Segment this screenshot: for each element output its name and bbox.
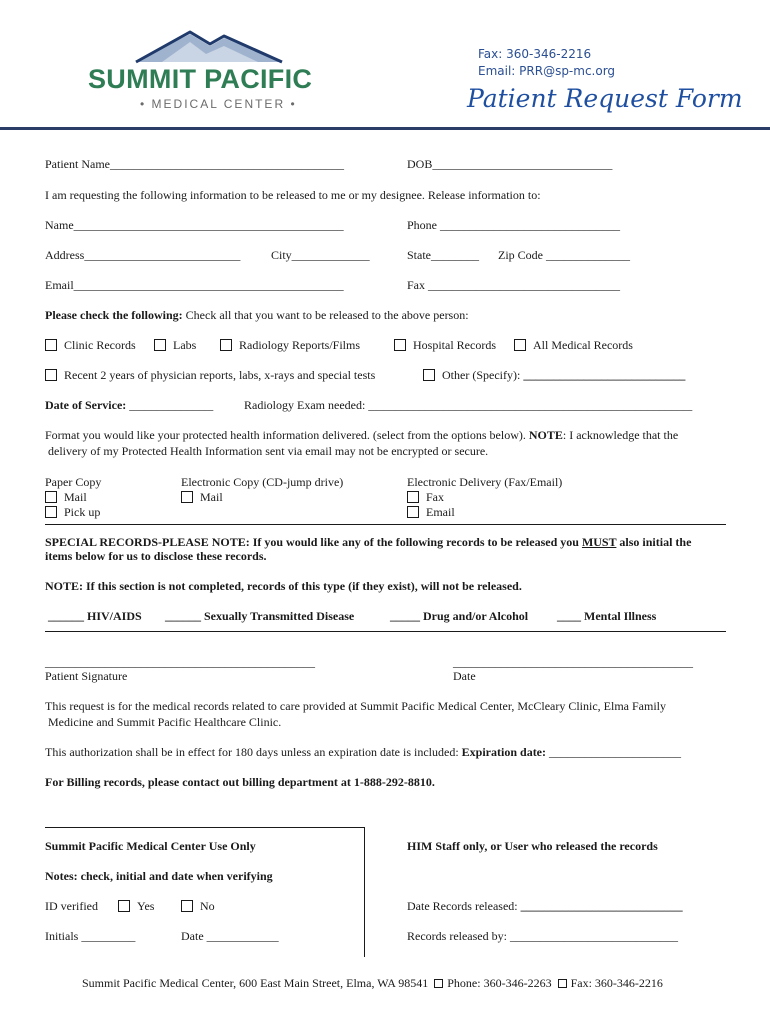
check-instructions-rest: Check all that you want to be released to the above person:: [182, 308, 469, 322]
recipient-email-field[interactable]: Email_____________________________________________: [45, 278, 344, 292]
checkbox[interactable]: [45, 506, 57, 518]
office-use-title: Summit Pacific Medical Center Use Only: [45, 839, 256, 853]
option-label: Recent 2 years of physician reports, labs, x-rays and special tests: [64, 368, 376, 382]
checkbox[interactable]: [423, 369, 435, 381]
footer-bullet-icon: [558, 979, 567, 988]
mountain-logo-icon: [132, 28, 286, 68]
checkbox[interactable]: [181, 900, 193, 912]
records-released-by-field[interactable]: Records released by: ____________________________: [407, 929, 678, 943]
option-label: Fax: [426, 490, 444, 504]
form-title: Patient Request Form: [467, 84, 743, 113]
recipient-phone-field[interactable]: Phone ______________________________: [407, 218, 620, 232]
special-note-line1: [45, 535, 691, 549]
initial-drug-alcohol[interactable]: _____ Drug and/or Alcohol: [390, 609, 529, 623]
option-recent-two-years[interactable]: [45, 368, 375, 382]
checkbox[interactable]: [407, 506, 419, 518]
initials-field[interactable]: Initials _________: [45, 929, 136, 943]
authorization-text: This authorization shall be in effect for 180 days unless an expiration date is included:: [45, 745, 462, 759]
option-label: Radiology Reports/Films: [239, 338, 361, 352]
format-text-end: : I acknowledge that the: [562, 428, 679, 442]
recipient-state-field[interactable]: State________: [407, 248, 479, 262]
option-clinic-records[interactable]: [45, 338, 136, 352]
option-radiology[interactable]: [220, 338, 360, 352]
option-label: No: [200, 899, 215, 913]
paper-mail-option[interactable]: [45, 490, 87, 504]
authorization-expiration: [45, 745, 681, 759]
electronic-mail-option[interactable]: [181, 490, 223, 504]
check-instructions: [45, 308, 469, 322]
id-verified-no[interactable]: [181, 899, 215, 913]
header-divider: [0, 127, 770, 130]
org-name: SUMMIT PACIFIC: [88, 64, 313, 94]
billing-note: For Billing records, please contact out billing department at 1-888-292-8810.: [45, 775, 435, 789]
special-divider-bottom: [45, 631, 726, 632]
date-released-line[interactable]: ___________________________: [520, 899, 683, 913]
header-fax: Fax: 360-346-2216: [478, 47, 592, 61]
footer-address: Summit Pacific Medical Center, 600 East Main Street, Elma, WA 98541: [82, 976, 429, 990]
patient-signature-label: Patient Signature: [45, 669, 128, 683]
footer-fax: Fax: 360-346-2216: [570, 976, 663, 990]
option-labs[interactable]: [154, 338, 196, 352]
date-of-service-line[interactable]: ______________: [126, 398, 214, 412]
dob-field[interactable]: DOB______________________________: [407, 157, 613, 171]
office-date-field[interactable]: Date ____________: [181, 929, 279, 943]
checkbox[interactable]: [220, 339, 232, 351]
recipient-zip-field[interactable]: Zip Code ______________: [498, 248, 630, 262]
signature-date-label: Date: [453, 669, 476, 683]
checkbox[interactable]: [118, 900, 130, 912]
checkbox[interactable]: [407, 491, 419, 503]
patient-name-field[interactable]: Patient Name_______________________________________: [45, 157, 344, 171]
initial-mental-illness[interactable]: ____ Mental Illness: [557, 609, 657, 623]
format-text: Format you would like your protected health information delivered. (select from the options below).: [45, 428, 529, 442]
checkbox[interactable]: [45, 369, 57, 381]
option-label: Pick up: [64, 505, 101, 519]
option-label: Mail: [200, 490, 223, 504]
other-specify-field[interactable]: ___________________________: [523, 368, 686, 382]
initial-std[interactable]: ______ Sexually Transmitted Disease: [165, 609, 355, 623]
checkbox[interactable]: [514, 339, 526, 351]
footer-bullet-icon: [434, 979, 443, 988]
footer: [82, 976, 663, 990]
checkbox[interactable]: [45, 491, 57, 503]
format-instructions-line2: delivery of my Protected Health Information sent via email may not be encrypted or secure.: [48, 444, 489, 458]
recipient-address-field[interactable]: Address__________________________: [45, 248, 241, 262]
option-label: Hospital Records: [413, 338, 496, 352]
date-of-service-field[interactable]: [45, 398, 213, 412]
footer-phone: Phone: 360-346-2263: [447, 976, 552, 990]
date-records-released-field[interactable]: [407, 899, 683, 913]
id-verified-label: ID verified: [45, 899, 98, 913]
release-intro: I am requesting the following information to be released to me or my designee. Release information to:: [45, 188, 541, 202]
org-subtitle: • MEDICAL CENTER •: [140, 97, 297, 111]
id-verified-yes[interactable]: [118, 899, 154, 913]
option-label: All Medical Records: [533, 338, 633, 352]
recipient-city-field[interactable]: City_____________: [271, 248, 370, 262]
option-label: Labs: [173, 338, 197, 352]
check-instructions-bold: Please check the following:: [45, 308, 183, 322]
special-text: SPECIAL RECORDS-PLEASE NOTE: If you would like any of the following records to be released you: [45, 535, 582, 549]
paper-pickup-option[interactable]: [45, 505, 100, 519]
office-divider-top: [45, 827, 364, 828]
expiration-date-field[interactable]: ______________________: [546, 745, 682, 759]
special-text-end: also initial the: [616, 535, 692, 549]
header-email: Email: PRR@sp-mc.org: [478, 64, 616, 78]
option-other[interactable]: [423, 368, 685, 382]
paper-copy-label: Paper Copy: [45, 475, 102, 489]
special-must: MUST: [581, 535, 617, 549]
request-scope-line2: Medicine and Summit Pacific Healthcare Clinic.: [48, 715, 282, 729]
checkbox[interactable]: [154, 339, 166, 351]
checkbox[interactable]: [181, 491, 193, 503]
option-label: Clinic Records: [64, 338, 136, 352]
special-note-line2: items below for us to disclose these records.: [45, 549, 267, 563]
radiology-exam-field[interactable]: Radiology Exam needed: ______________________________________________________: [244, 398, 693, 412]
date-of-service-label: Date of Service:: [45, 398, 127, 412]
format-instructions-line1: [45, 428, 678, 442]
electronic-copy-label: Electronic Copy (CD-jump drive): [181, 475, 344, 489]
patient-signature-field[interactable]: _____________________________________________: [45, 655, 315, 669]
electronic-delivery-label: Electronic Delivery (Fax/Email): [407, 475, 563, 489]
option-label: Mail: [64, 490, 87, 504]
option-label: Other (Specify):: [442, 368, 524, 382]
initial-hiv-aids[interactable]: ______ HIV/AIDS: [48, 609, 142, 623]
office-vertical-divider: [364, 827, 365, 957]
option-hospital-records[interactable]: [394, 338, 496, 352]
recipient-name-field[interactable]: Name_____________________________________________: [45, 218, 344, 232]
checkbox[interactable]: [394, 339, 406, 351]
date-released-label: Date Records released:: [407, 899, 521, 913]
expiration-label: Expiration date:: [461, 745, 547, 759]
recipient-fax-field[interactable]: Fax ________________________________: [407, 278, 620, 292]
verification-notes: Notes: check, initial and date when verifying: [45, 869, 273, 883]
option-label: Email: [426, 505, 455, 519]
option-all-medical-records[interactable]: [514, 338, 633, 352]
delivery-email-option[interactable]: [407, 505, 455, 519]
checkbox[interactable]: [45, 339, 57, 351]
signature-date-field[interactable]: ________________________________________: [453, 655, 693, 669]
request-scope-line1: This request is for the medical records related to care provided at Summit Pacific Medical Center, McCleary Clinic, Elma Family: [45, 699, 666, 713]
him-staff-title: HIM Staff only, or User who released the records: [407, 839, 658, 853]
format-note: NOTE: [528, 428, 563, 442]
special-incomplete-note: NOTE: If this section is not completed, records of this type (if they exist), will not be released.: [45, 579, 522, 593]
special-divider-top: [45, 524, 726, 525]
delivery-fax-option[interactable]: [407, 490, 444, 504]
option-label: Yes: [137, 899, 155, 913]
